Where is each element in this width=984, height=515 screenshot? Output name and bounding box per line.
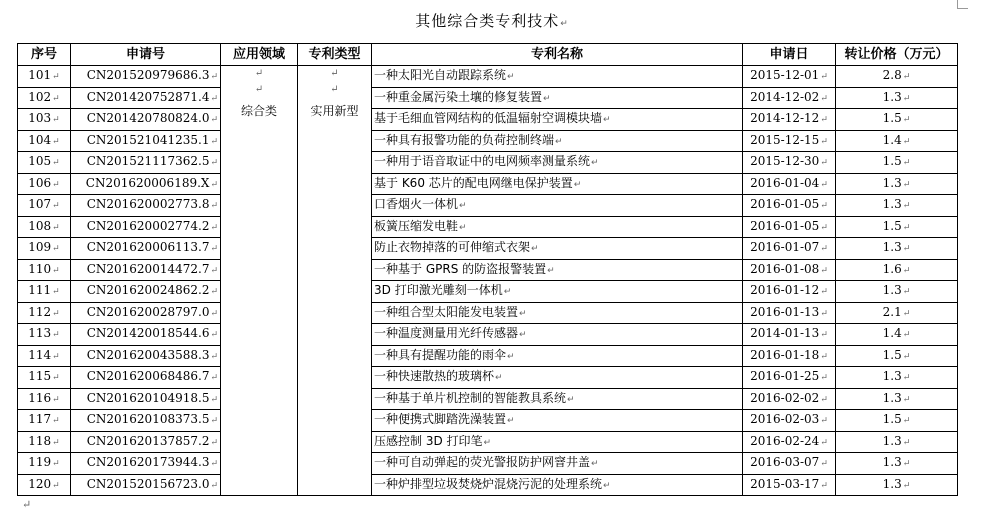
cell-patent-name: 一种具有报警功能的负荷控制终端↵ xyxy=(372,130,743,152)
paragraph-mark: ↵ xyxy=(22,498,32,511)
cell-price: 1.3↵ xyxy=(836,238,958,260)
header-field: 应用领域 xyxy=(221,44,298,66)
cell-patent-name: 3D 打印激光雕刻一体机↵ xyxy=(372,281,743,303)
cell-no: 110↵ xyxy=(18,259,71,281)
cell-app-no: CN201620028797.0↵ xyxy=(71,302,221,324)
cell-app-no: CN201620002774.2↵ xyxy=(71,216,221,238)
cell-no: 119↵ xyxy=(18,453,71,475)
cell-price: 1.5↵ xyxy=(836,109,958,131)
cell-no: 106↵ xyxy=(18,173,71,195)
cell-price: 1.5↵ xyxy=(836,152,958,174)
cell-app-no: CN201620006189.X↵ xyxy=(71,173,221,195)
cell-app-no: CN201620173944.3↵ xyxy=(71,453,221,475)
header-type: 专利类型 xyxy=(298,44,372,66)
cell-no: 105↵ xyxy=(18,152,71,174)
cell-date: 2016-01-05↵ xyxy=(743,195,836,217)
cell-no: 102↵ xyxy=(18,87,71,109)
cell-patent-name: 防止衣物掉落的可伸缩式衣架↵ xyxy=(372,238,743,260)
cell-date: 2016-01-18↵ xyxy=(743,345,836,367)
cell-app-no: CN201620002773.8↵ xyxy=(71,195,221,217)
table-row xyxy=(18,259,958,281)
cell-app-no: CN201420780824.0↵ xyxy=(71,109,221,131)
cell-date: 2016-02-03↵ xyxy=(743,410,836,432)
table-row xyxy=(18,474,958,496)
cell-date: 2016-02-24↵ xyxy=(743,431,836,453)
cell-patent-name: 一种组合型太阳能发电装置↵ xyxy=(372,302,743,324)
cell-price: 1.3↵ xyxy=(836,173,958,195)
cell-price: 1.5↵ xyxy=(836,216,958,238)
cell-date: 2016-02-02↵ xyxy=(743,388,836,410)
table-row xyxy=(18,173,958,195)
table-row xyxy=(18,66,958,88)
cell-patent-name: 一种太阳光自动跟踪系统↵ xyxy=(372,66,743,88)
header-date: 申请日 xyxy=(743,44,836,66)
cell-no: 108↵ xyxy=(18,216,71,238)
cell-no: 116↵ xyxy=(18,388,71,410)
table-row xyxy=(18,281,958,303)
table-body xyxy=(18,66,958,496)
cell-price: 1.3↵ xyxy=(836,367,958,389)
cell-field: ↵ ↵ 综合类 xyxy=(221,66,298,496)
cell-date: 2014-12-02↵ xyxy=(743,87,836,109)
cell-price: 1.4↵ xyxy=(836,130,958,152)
cell-no: 112↵ xyxy=(18,302,71,324)
cell-price: 1.6↵ xyxy=(836,259,958,281)
cell-date: 2016-01-13↵ xyxy=(743,302,836,324)
cell-price: 1.3↵ xyxy=(836,388,958,410)
cell-price: 1.3↵ xyxy=(836,281,958,303)
cell-no: 107↵ xyxy=(18,195,71,217)
cell-app-no: CN201620024862.2↵ xyxy=(71,281,221,303)
cell-date: 2016-01-12↵ xyxy=(743,281,836,303)
cell-price: 1.3↵ xyxy=(836,453,958,475)
cell-price: 1.3↵ xyxy=(836,474,958,496)
cell-price: 2.8↵ xyxy=(836,66,958,88)
cell-no: 113↵ xyxy=(18,324,71,346)
table-row xyxy=(18,431,958,453)
table-row xyxy=(18,195,958,217)
header-no: 序号 xyxy=(18,44,71,66)
cell-no: 118↵ xyxy=(18,431,71,453)
cell-patent-name: 口香烟火一体机↵ xyxy=(372,195,743,217)
cell-patent-name: 一种快速散热的玻璃杯↵ xyxy=(372,367,743,389)
cell-date: 2015-03-17↵ xyxy=(743,474,836,496)
cell-app-no: CN201420752871.4↵ xyxy=(71,87,221,109)
cell-patent-type: ↵ ↵ 实用新型 xyxy=(298,66,372,496)
cell-patent-name: 一种基于 GPRS 的防盗报警装置↵ xyxy=(372,259,743,281)
cell-date: 2015-12-15↵ xyxy=(743,130,836,152)
cell-date: 2014-12-12↵ xyxy=(743,109,836,131)
header-row xyxy=(18,44,958,66)
cell-no: 115↵ xyxy=(18,367,71,389)
cell-price: 1.3↵ xyxy=(836,195,958,217)
cell-patent-name: 板簧压缩发电鞋↵ xyxy=(372,216,743,238)
cell-app-no: CN201520979686.3↵ xyxy=(71,66,221,88)
cell-date: 2016-01-25↵ xyxy=(743,367,836,389)
cell-patent-name: 一种炉排型垃圾焚烧炉混烧污泥的处理系统↵ xyxy=(372,474,743,496)
cell-date: 2016-01-05↵ xyxy=(743,216,836,238)
cell-date: 2014-01-13↵ xyxy=(743,324,836,346)
table-row xyxy=(18,345,958,367)
cell-app-no: CN201620068486.7↵ xyxy=(71,367,221,389)
table-row xyxy=(18,216,958,238)
cell-price: 1.5↵ xyxy=(836,345,958,367)
cell-date: 2016-01-08↵ xyxy=(743,259,836,281)
header-name: 专利名称 xyxy=(372,44,743,66)
cell-date: 2016-01-07↵ xyxy=(743,238,836,260)
cell-date: 2016-03-07↵ xyxy=(743,453,836,475)
table-row xyxy=(18,87,958,109)
cell-price: 1.4↵ xyxy=(836,324,958,346)
table-row xyxy=(18,238,958,260)
cell-app-no: CN201521041235.1↵ xyxy=(71,130,221,152)
cell-app-no: CN201620006113.7↵ xyxy=(71,238,221,260)
cell-no: 103↵ xyxy=(18,109,71,131)
cell-date: 2015-12-30↵ xyxy=(743,152,836,174)
patent-table xyxy=(17,43,958,496)
cell-app-no: CN201620137857.2↵ xyxy=(71,431,221,453)
cell-patent-name: 压感控制 3D 打印笔↵ xyxy=(372,431,743,453)
cell-app-no: CN201620043588.3↵ xyxy=(71,345,221,367)
cell-app-no: CN201521117362.5↵ xyxy=(71,152,221,174)
cell-no: 120↵ xyxy=(18,474,71,496)
cell-patent-name: 一种可自动弹起的荧光警报防护网窨井盖↵ xyxy=(372,453,743,475)
cell-app-no: CN201420018544.6↵ xyxy=(71,324,221,346)
cell-price: 1.3↵ xyxy=(836,431,958,453)
table-row xyxy=(18,152,958,174)
cell-patent-name: 一种重金属污染土壤的修复装置↵ xyxy=(372,87,743,109)
page-title: 其他综合类专利技术↵ xyxy=(415,12,569,30)
table-row xyxy=(18,410,958,432)
cell-no: 104↵ xyxy=(18,130,71,152)
table-row xyxy=(18,324,958,346)
page-corner-mark xyxy=(957,0,968,9)
cell-patent-name: 基于 K60 芯片的配电网继电保护装置↵ xyxy=(372,173,743,195)
cell-patent-name: 一种基于单片机控制的智能教具系统↵ xyxy=(372,388,743,410)
cell-patent-name: 一种便携式脚踏洗澡装置↵ xyxy=(372,410,743,432)
table-row xyxy=(18,109,958,131)
table-row xyxy=(18,302,958,324)
cell-patent-name: 一种具有提醒功能的雨伞↵ xyxy=(372,345,743,367)
cell-date: 2016-01-04↵ xyxy=(743,173,836,195)
cell-patent-name: 一种温度测量用光纤传感器↵ xyxy=(372,324,743,346)
cell-app-no: CN201620108373.5↵ xyxy=(71,410,221,432)
cell-no: 101↵ xyxy=(18,66,71,88)
cell-app-no: CN201620104918.5↵ xyxy=(71,388,221,410)
cell-patent-name: 一种用于语音取证中的电网频率测量系统↵ xyxy=(372,152,743,174)
cell-price: 1.5↵ xyxy=(836,410,958,432)
header-app-no: 申请号 xyxy=(71,44,221,66)
cell-app-no: CN201520156723.0↵ xyxy=(71,474,221,496)
cell-no: 114↵ xyxy=(18,345,71,367)
cell-no: 111↵ xyxy=(18,281,71,303)
cell-no: 109↵ xyxy=(18,238,71,260)
table-row xyxy=(18,367,958,389)
cell-date: 2015-12-01↵ xyxy=(743,66,836,88)
header-price: 转让价格（万元） xyxy=(836,44,958,66)
table-row xyxy=(18,453,958,475)
cell-no: 117↵ xyxy=(18,410,71,432)
cell-patent-name: 基于毛细血管网结构的低温辐射空调模块墙↵ xyxy=(372,109,743,131)
table-row xyxy=(18,388,958,410)
cell-price: 2.1↵ xyxy=(836,302,958,324)
cell-app-no: CN201620014472.7↵ xyxy=(71,259,221,281)
cell-price: 1.3↵ xyxy=(836,87,958,109)
table-row xyxy=(18,130,958,152)
